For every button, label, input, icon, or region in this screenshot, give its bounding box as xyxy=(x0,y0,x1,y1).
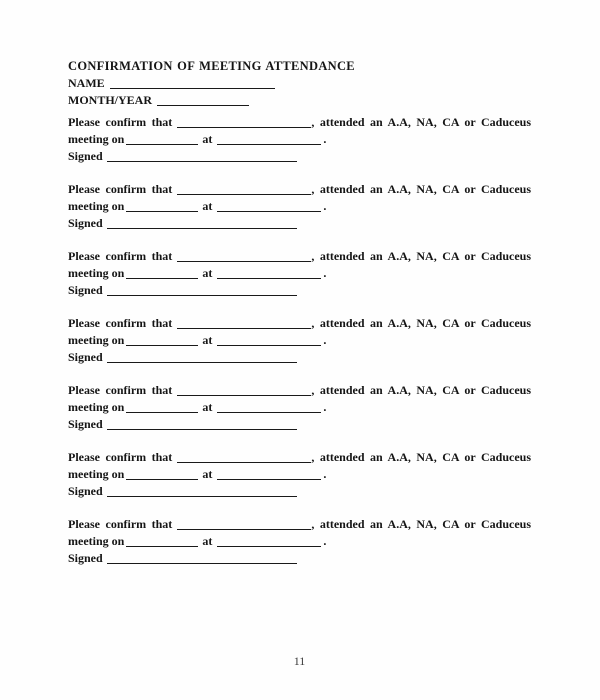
signed-line xyxy=(68,282,531,299)
sentence-period: . xyxy=(323,534,327,548)
sentence-period: . xyxy=(323,132,327,146)
attendance-entry xyxy=(68,248,531,299)
name-blank[interactable] xyxy=(110,86,275,89)
signed-line xyxy=(68,550,531,567)
confirm-line xyxy=(68,516,531,533)
signed-label: Signed xyxy=(68,551,103,565)
signature-blank[interactable] xyxy=(107,494,297,497)
confirm-line xyxy=(68,248,531,265)
entries xyxy=(68,114,531,567)
meeting-on-label: meeting on xyxy=(68,132,125,146)
attendance-entry xyxy=(68,516,531,567)
confirm-prefix-label: Please confirm that xyxy=(68,383,173,397)
attendee-name-blank[interactable] xyxy=(177,259,311,262)
at-label: at xyxy=(202,199,213,213)
meeting-on-label: meeting on xyxy=(68,400,125,414)
attendance-entry xyxy=(68,449,531,500)
meeting-on-label: meeting on xyxy=(68,333,125,347)
meeting-line xyxy=(68,533,531,550)
confirm-suffix-label: , attended an A.A, NA, CA or Caduceus xyxy=(311,249,531,263)
attendee-name-blank[interactable] xyxy=(177,326,311,329)
signed-label: Signed xyxy=(68,149,103,163)
confirm-suffix-label: , attended an A.A, NA, CA or Caduceus xyxy=(311,316,531,330)
confirm-line xyxy=(68,449,531,466)
confirm-prefix-label: Please confirm that xyxy=(68,115,173,129)
confirm-suffix-label: , attended an A.A, NA, CA or Caduceus xyxy=(311,383,531,397)
attendance-entry xyxy=(68,114,531,165)
confirm-prefix-label: Please confirm that xyxy=(68,450,173,464)
confirm-suffix-label: , attended an A.A, NA, CA or Caduceus xyxy=(311,517,531,531)
page-number: 11 xyxy=(293,654,306,668)
confirm-prefix-label: Please confirm that xyxy=(68,517,173,531)
month-year-blank[interactable] xyxy=(157,103,249,106)
meeting-date-blank[interactable] xyxy=(126,410,198,413)
sentence-period: . xyxy=(323,266,327,280)
at-label: at xyxy=(202,333,213,347)
attendee-name-blank[interactable] xyxy=(177,460,311,463)
meeting-time-blank[interactable] xyxy=(217,142,321,145)
month-year-label: MONTH/YEAR xyxy=(68,93,152,107)
meeting-on-label: meeting on xyxy=(68,467,125,481)
confirm-line xyxy=(68,181,531,198)
confirm-line xyxy=(68,382,531,399)
meeting-time-blank[interactable] xyxy=(217,276,321,279)
at-label: at xyxy=(202,534,213,548)
confirm-prefix-label: Please confirm that xyxy=(68,249,173,263)
meeting-line xyxy=(68,265,531,282)
attendee-name-blank[interactable] xyxy=(177,125,311,128)
attendance-entry xyxy=(68,315,531,366)
attendance-entry xyxy=(68,181,531,232)
signed-label: Signed xyxy=(68,484,103,498)
signed-label: Signed xyxy=(68,350,103,364)
meeting-date-blank[interactable] xyxy=(126,276,198,279)
month-year-row xyxy=(68,92,531,109)
signature-blank[interactable] xyxy=(107,561,297,564)
confirm-line xyxy=(68,315,531,332)
at-label: at xyxy=(202,132,213,146)
attendee-name-blank[interactable] xyxy=(177,527,311,530)
confirm-suffix-label: , attended an A.A, NA, CA or Caduceus xyxy=(311,182,531,196)
signature-blank[interactable] xyxy=(107,159,297,162)
meeting-line xyxy=(68,332,531,349)
attendee-name-blank[interactable] xyxy=(177,192,311,195)
meeting-line xyxy=(68,399,531,416)
sentence-period: . xyxy=(323,467,327,481)
signed-label: Signed xyxy=(68,283,103,297)
sentence-period: . xyxy=(323,400,327,414)
meeting-on-label: meeting on xyxy=(68,534,125,548)
attendee-name-blank[interactable] xyxy=(177,393,311,396)
confirm-prefix-label: Please confirm that xyxy=(68,316,173,330)
signed-label: Signed xyxy=(68,216,103,230)
meeting-date-blank[interactable] xyxy=(126,142,198,145)
sentence-period: . xyxy=(323,199,327,213)
at-label: at xyxy=(202,266,213,280)
confirm-suffix-label: , attended an A.A, NA, CA or Caduceus xyxy=(311,115,531,129)
attendance-entry xyxy=(68,382,531,433)
signature-blank[interactable] xyxy=(107,427,297,430)
signed-line xyxy=(68,416,531,433)
confirm-line xyxy=(68,114,531,131)
signed-line xyxy=(68,483,531,500)
meeting-time-blank[interactable] xyxy=(217,544,321,547)
confirm-suffix-label: , attended an A.A, NA, CA or Caduceus xyxy=(311,450,531,464)
confirm-prefix-label: Please confirm that xyxy=(68,182,173,196)
meeting-line xyxy=(68,131,531,148)
signed-line xyxy=(68,215,531,232)
meeting-on-label: meeting on xyxy=(68,199,125,213)
form-title: CONFIRMATION OF MEETING ATTENDANCE xyxy=(68,59,355,73)
meeting-line xyxy=(68,466,531,483)
signature-blank[interactable] xyxy=(107,293,297,296)
meeting-on-label: meeting on xyxy=(68,266,125,280)
signature-blank[interactable] xyxy=(107,360,297,363)
meeting-date-blank[interactable] xyxy=(126,477,198,480)
meeting-time-blank[interactable] xyxy=(217,477,321,480)
at-label: at xyxy=(202,400,213,414)
name-label: NAME xyxy=(68,76,105,90)
name-row xyxy=(68,75,531,92)
signed-label: Signed xyxy=(68,417,103,431)
sentence-period: . xyxy=(323,333,327,347)
meeting-date-blank[interactable] xyxy=(126,209,198,212)
signed-line xyxy=(68,148,531,165)
signed-line xyxy=(68,349,531,366)
meeting-time-blank[interactable] xyxy=(217,209,321,212)
meeting-date-blank[interactable] xyxy=(126,343,198,346)
meeting-line xyxy=(68,198,531,215)
meeting-date-blank[interactable] xyxy=(126,544,198,547)
signature-blank[interactable] xyxy=(107,226,297,229)
meeting-time-blank[interactable] xyxy=(217,343,321,346)
at-label: at xyxy=(202,467,213,481)
meeting-time-blank[interactable] xyxy=(217,410,321,413)
